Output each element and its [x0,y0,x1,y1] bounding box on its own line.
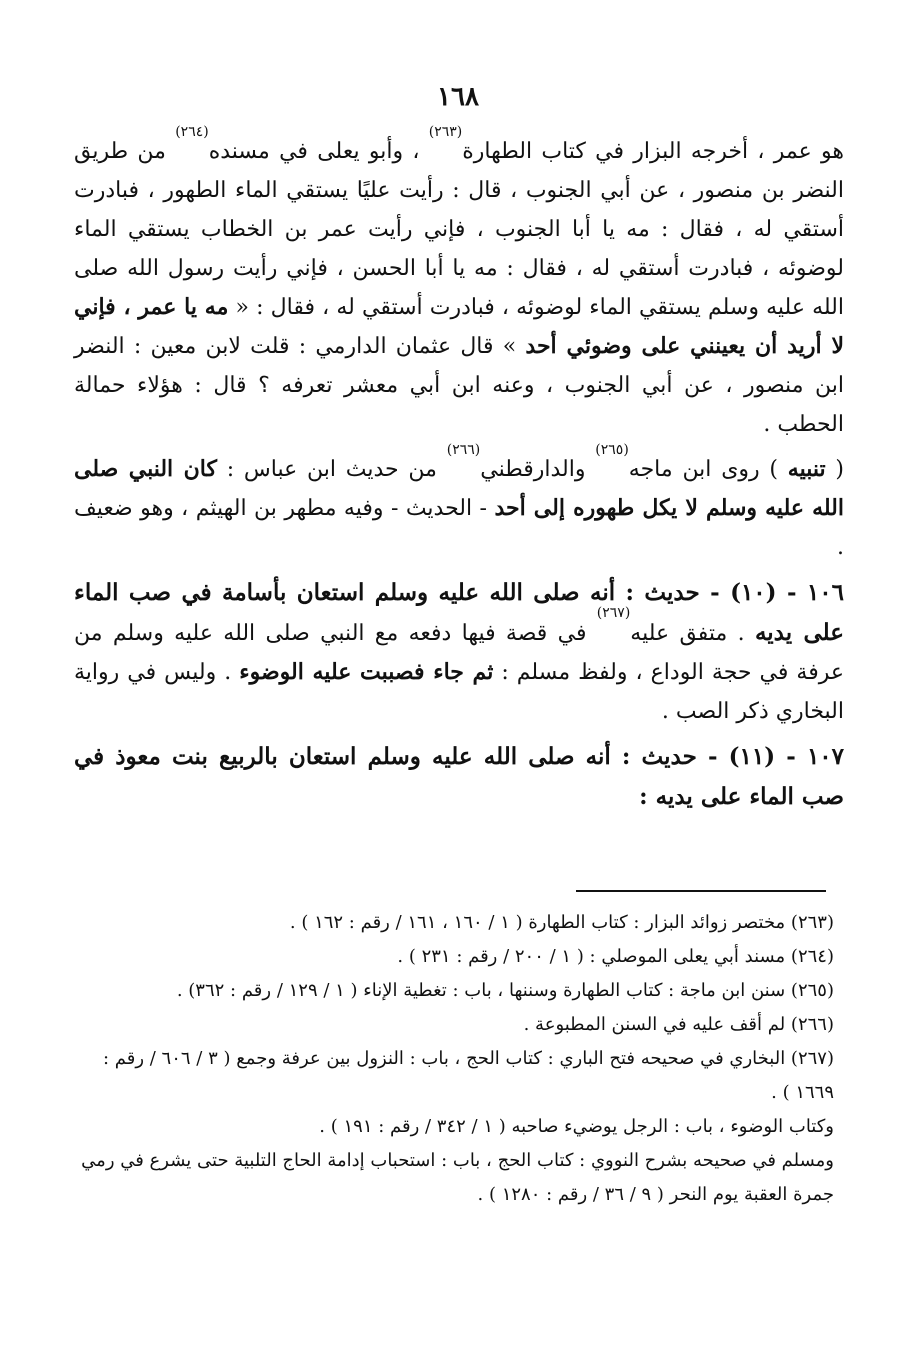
text-run: من طريق النضر بن منصور ، عن أبي الجنوب ، قال : رأيت عليًا يستقي الماء الطهور ، فبادرت أستقي له ، فقال : مه يا أبا الجنوب ، فإني رأيت عمر بن الخطاب يستقي الماء لوضوئه ، فبادرت أستقي له ، فقال : مه يا أبا الحسن ، فإني رأيت رسول الله صلى الله عليه وسلم يستقي الماء لوضوئه ، فبادرت أستقي له ، فقال : « [74,139,845,320]
bold-quote: كان النبي صلى الله عليه وسلم لا يكل طهوره إلى أحد [74,456,844,521]
text-run: ، وأبو يعلى في مسنده [208,139,429,164]
paragraph-hadith-107 [74,737,844,817]
bold-quote: ثم جاء فصببت عليه الوضوء [239,659,494,685]
text-run: - الحديث - وفيه مطهر بن الهيثم ، وهو ضعيف . [74,496,844,560]
paragraph-hadith-106 [74,573,844,731]
text-run: ) روى ابن ماجه [628,457,788,482]
text-run: . وليس في رواية البخاري ذكر الصب . [74,660,844,724]
text-run: هو عمر ، أخرجه البزار في كتاب الطهارة [462,139,845,164]
footnote-ref[interactable]: (٢٦٧) [596,605,631,621]
bold-quote: مه يا عمر ، فإني لا أريد أن يعينني على وضوئي أحد [74,294,844,359]
text-run: في قصة فيها دفعه مع النبي صلى الله عليه وسلم من عرفة في حجة الوداع ، ولفظ مسلم : [74,621,844,685]
footnote-267-continued: وكتاب الوضوء ، باب : الرجل يوضيء صاحبه ( ١ / ٣٤٢ / رقم : ١٩١ ) . [319,1116,834,1137]
footnote-265: (٢٦٥) سنن ابن ماجة : كتاب الطهارة وسننها ، باب : تغطية الإناء ( ١ / ١٢٩ / رقم : ٣٦٢) . [176,980,834,1001]
text-run: ( [825,457,844,482]
hadith-heading: ١٠٦ - (١٠) - حديث : أنه صلى الله عليه وسلم استعان بأسامة في صب الماء على يديه [74,579,844,646]
paragraph-hadith-report [74,124,845,444]
footnote-divider [576,890,826,892]
footnote-ref[interactable]: (٢٦٤) [175,124,209,140]
bold-label: تنبيه [787,456,826,482]
paragraph-note [74,442,844,567]
text-run: . متفق عليه [630,621,755,646]
text-run: من حديث ابن عباس : [216,457,447,482]
footnote-ref[interactable]: (٢٦٣) [428,124,463,140]
text-run: » قال عثمان الدارمي : قلت لابن معين : النضر ابن منصور ، عن أبي الجنوب ، وعنه ابن أبي معشر تعرفه ؟ قال : هؤلاء حمالة الحطب . [74,334,844,437]
main-text [74,124,845,817]
footnote-ref[interactable]: (٢٦٦) [446,442,481,458]
footnote-266: (٢٦٦) لم أقف عليه في السنن المطبوعة . [523,1014,834,1035]
footnote-264: (٢٦٤) مسند أبي يعلى الموصلي : ( ١ / ٢٠٠ / رقم : ٢٣١ ) . [397,946,834,967]
page-number: ١٦٨ [437,82,479,112]
footnote-267: (٢٦٧) البخاري في صحيحه فتح الباري : كتاب الحج ، باب : النزول بين عرفة وجمع ( ٣ / ٦٠٦ / رقم : ١٦٦٩ ) . [102,1048,834,1103]
footnotes [74,906,834,1212]
footnote-267-continued: ومسلم في صحيحه بشرح النووي : كتاب الحج ، باب : استحباب إدامة الحاج التلبية حتى يشرع في رمي جمرة العقبة يوم النحر ( ٩ / ٣٦ / رقم : ١٢٨٠ ) . [81,1150,834,1205]
footnote-ref[interactable]: (٢٦٥) [595,442,629,458]
footnote-263: (٢٦٣) مختصر زوائد البزار : كتاب الطهارة ( ١ / ١٦٠ ، ١٦١ / رقم : ١٦٢ ) . [289,912,834,933]
hadith-heading: ١٠٧ - (١١) - حديث : أنه صلى الله عليه وسلم استعان بالربيع بنت معوذ في صب الماء على يديه : [74,743,844,810]
text-run: والدارقطني [480,457,596,482]
